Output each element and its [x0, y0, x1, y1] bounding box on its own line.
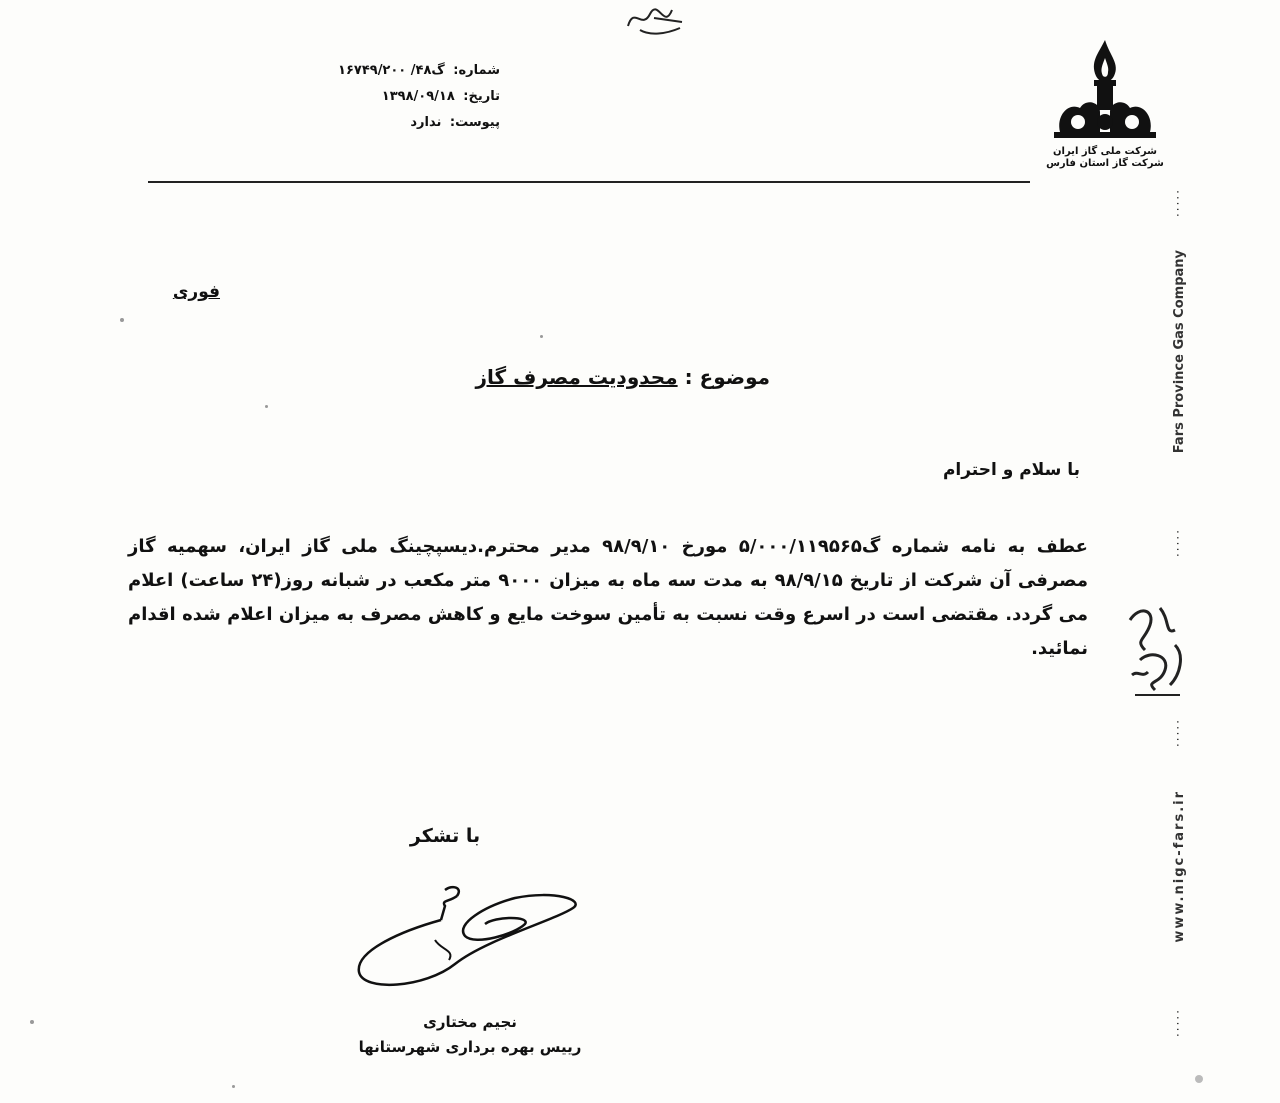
scan-speck [120, 318, 124, 322]
logo-name-line1: شرکت ملی گاز ایران [1053, 146, 1157, 157]
signer-title: رییس بهره برداری شهرستانها [358, 1038, 582, 1056]
scan-speck [265, 405, 268, 408]
scan-speck [1195, 1075, 1203, 1083]
letter-attachment-row [300, 110, 500, 136]
side-company-name: Fars Province Gas Company [1172, 250, 1187, 454]
side-dots-3: ..... [1174, 720, 1188, 750]
scan-speck [30, 1020, 34, 1024]
letter-number-value: گ۴۸/ ۱۶۷۴۹/۲۰۰ [338, 63, 445, 78]
letter-attachment-value: ندارد [410, 115, 442, 130]
handwritten-signature [345, 880, 585, 1000]
letter-date-label: تاریخ: [463, 89, 500, 104]
side-dots-1: ..... [1174, 190, 1188, 220]
subject-line [380, 365, 770, 389]
letter-date-value: ۱۳۹۸/۰۹/۱۸ [381, 89, 455, 104]
header-divider [148, 181, 1030, 183]
subject-value: محدودیت مصرف گاز [475, 365, 678, 389]
letter-date-row [300, 84, 500, 110]
side-dots-4: ..... [1174, 1010, 1188, 1040]
anniversary-emblem-icon [1120, 600, 1195, 705]
side-dots-2: ..... [1174, 530, 1188, 560]
company-logo [1040, 36, 1170, 186]
letter-body: عطف به نامه شماره گ۵/۰۰۰/۱۱۹۵۶۵ مورخ ۹۸/۹/۱۰ مدیر محترم.دیسپچینگ ملی گاز ایران، سهمیه گاز مصرفی آن شرکت از تاریخ ۹۸/۹/۱۵ به مدت سه ماه به میزان ۹۰۰۰ متر مکعب در شبانه روز(۲۴ ساعت) اعلام می گردد. مقتضی است در اسرع وقت نسبت به تأمین سوخت مایع و کاهش مصرف به میزان اعلام شده اقدام نمائید. [128, 536, 1088, 659]
letter-meta [300, 58, 500, 136]
letter-attachment-label: پیوست: [449, 115, 500, 130]
letter-number-label: شماره: [453, 63, 500, 78]
greeting: با سلام و احترام [942, 460, 1080, 480]
scan-speck [232, 1085, 235, 1088]
closing-thanks: با تشکر [409, 825, 481, 847]
letter-number-row [300, 58, 500, 84]
signer-block [320, 1010, 620, 1060]
urgent-label: فوری [172, 282, 220, 302]
signer-name: نجیم مختاری [423, 1013, 517, 1031]
header-signature-scribble [620, 0, 690, 40]
gas-flame-logo-icon [1050, 36, 1160, 146]
scan-speck [540, 335, 543, 338]
subject-label: موضوع : [684, 365, 770, 389]
side-website: www.nigc-fars.ir [1172, 790, 1187, 943]
logo-name-line2: شرکت گاز استان فارس [1046, 158, 1164, 169]
